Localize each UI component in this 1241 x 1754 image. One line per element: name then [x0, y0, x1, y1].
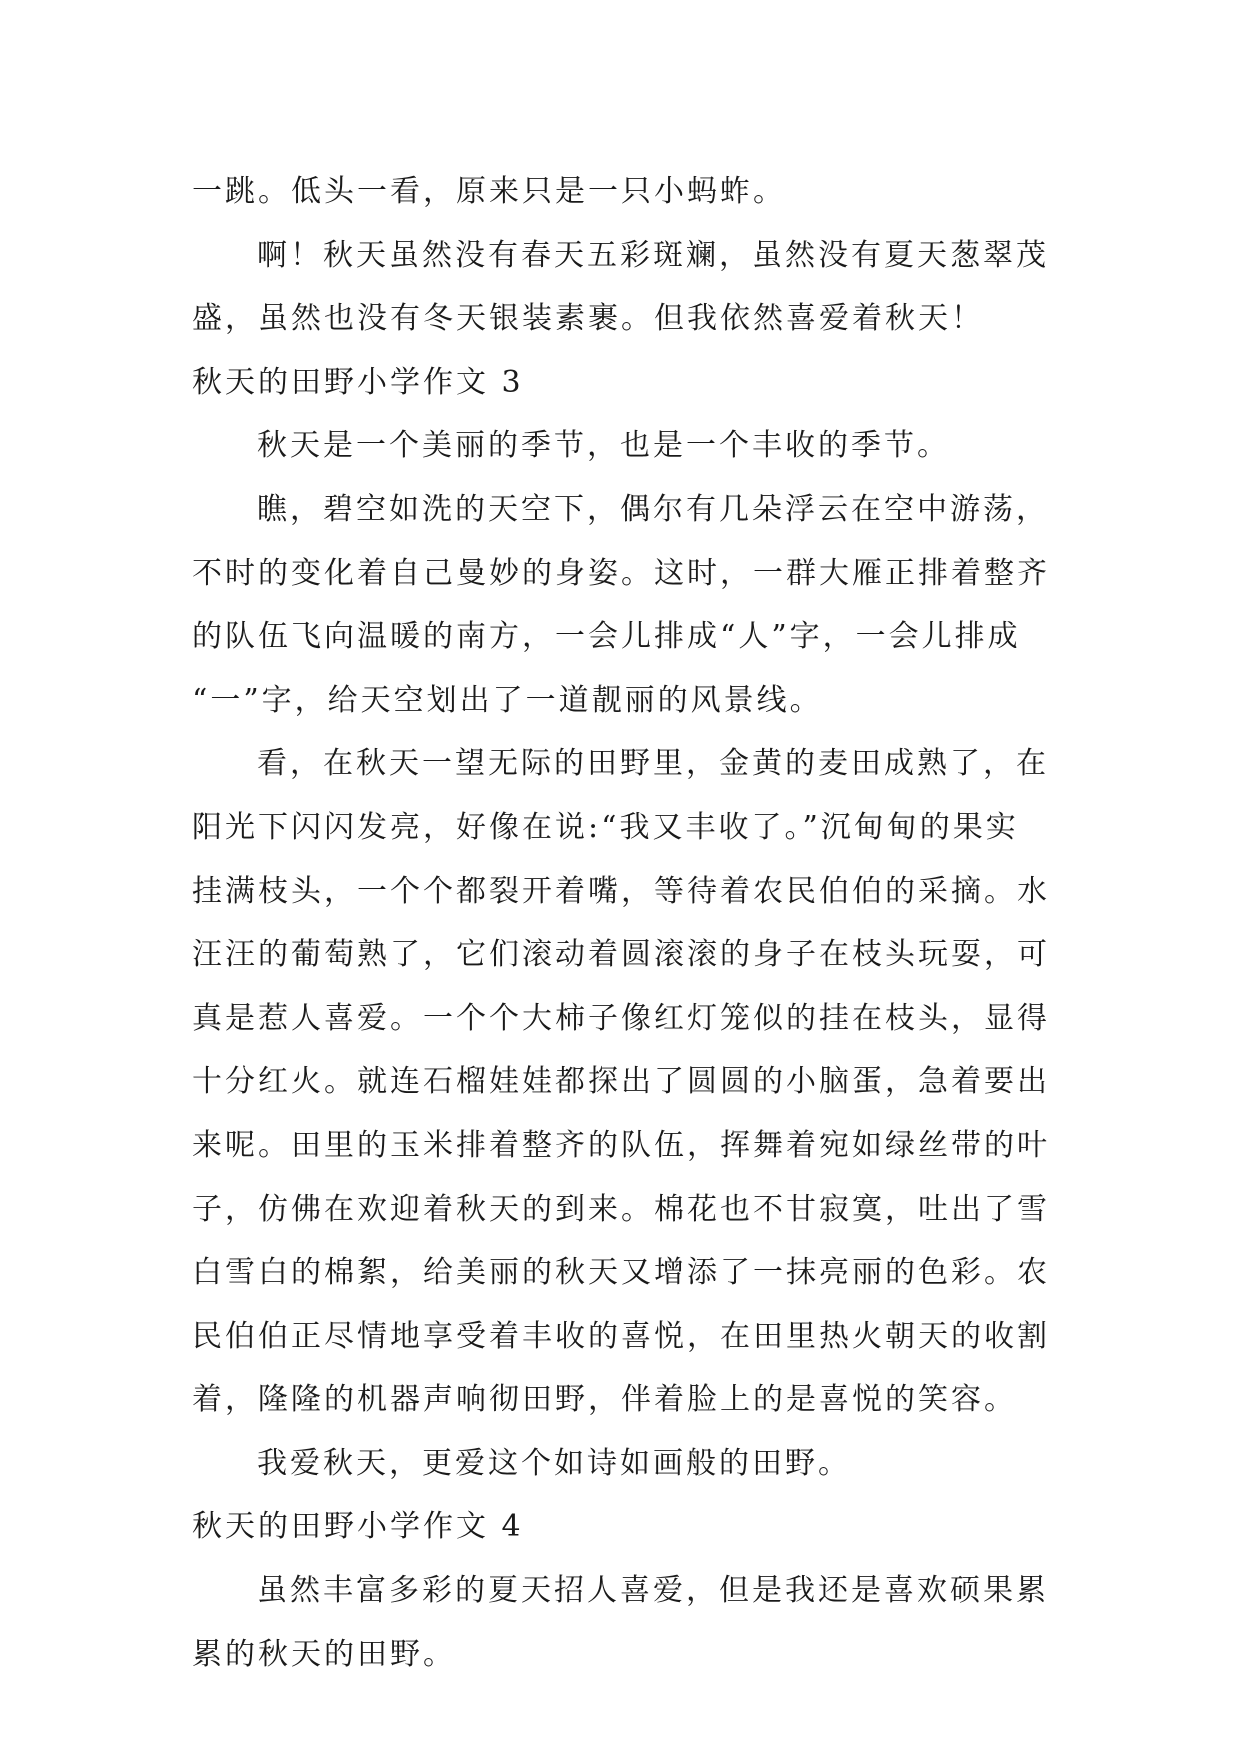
text-line: 十分红火。就连石榴娃娃都探出了圆圆的小脑蛋，急着要出 [192, 1064, 1050, 1100]
text-line: 阳光下闪闪发亮，好像在说:“我又丰收了。”沉甸甸的果实 [192, 809, 1019, 845]
text-line: 子，仿佛在欢迎着秋天的到来。棉花也不甘寂寞，吐出了雪 [192, 1191, 1050, 1227]
text-line: 一跳。低头一看，原来只是一只小蚂蚱。 [192, 174, 786, 209]
paragraph-start-line: 啊！秋天虽然没有春天五彩斑斓，虽然没有夏天葱翠茂 [257, 237, 1049, 273]
text-line: 累的秋天的田野。 [192, 1636, 456, 1672]
text-line: 来呢。田里的玉米排着整齐的队伍，挥舞着宛如绿丝带的叶 [192, 1127, 1050, 1163]
text-line: 白雪白的棉絮，给美丽的秋天又增添了一抹亮丽的色彩。农 [192, 1255, 1050, 1291]
paragraph-start-line: 虽然丰富多彩的夏天招人喜爱，但是我还是喜欢硕果累 [257, 1573, 1049, 1609]
text-line: 着，隆隆的机器声响彻田野，伴着脸上的是喜悦的笑容。 [192, 1382, 1017, 1418]
text-line: 民伯伯正尽情地享受着丰收的喜悦，在田里热火朝天的收割 [192, 1318, 1050, 1354]
text-line: “一”字，给天空划出了一道靓丽的风景线。 [192, 682, 823, 718]
text-line: 不时的变化着自己曼妙的身姿。这时，一群大雁正排着整齐 [192, 555, 1050, 591]
text-line: 的队伍飞向温暖的南方，一会儿排成“人”字，一会儿排成 [192, 619, 1021, 655]
section-heading: 秋天的田野小学作文 4 [192, 1509, 524, 1545]
text-line: 挂满枝头，一个个都裂开着嘴，等待着农民伯伯的采摘。水 [192, 873, 1050, 909]
paragraph-start-line: 我爱秋天，更爱这个如诗如画般的田野。 [257, 1445, 851, 1481]
text-line: 汪汪的葡萄熟了，它们滚动着圆滚滚的身子在枝头玩耍，可 [192, 937, 1050, 973]
document-page [192, 160, 1062, 1686]
text-line: 真是惹人喜爱。一个个大柿子像红灯笼似的挂在枝头，显得 [192, 1000, 1050, 1036]
paragraph-start-line: 秋天是一个美丽的季节，也是一个丰收的季节。 [257, 428, 950, 464]
section-heading: 秋天的田野小学作文 3 [192, 364, 524, 400]
paragraph-start-line: 瞧，碧空如洗的天空下，偶尔有几朵浮云在空中游荡， [257, 491, 1049, 527]
text-line: 盛，虽然也没有冬天银装素裹。但我依然喜爱着秋天！ [192, 301, 984, 337]
paragraph-start-line: 看，在秋天一望无际的田野里，金黄的麦田成熟了，在 [257, 746, 1049, 782]
